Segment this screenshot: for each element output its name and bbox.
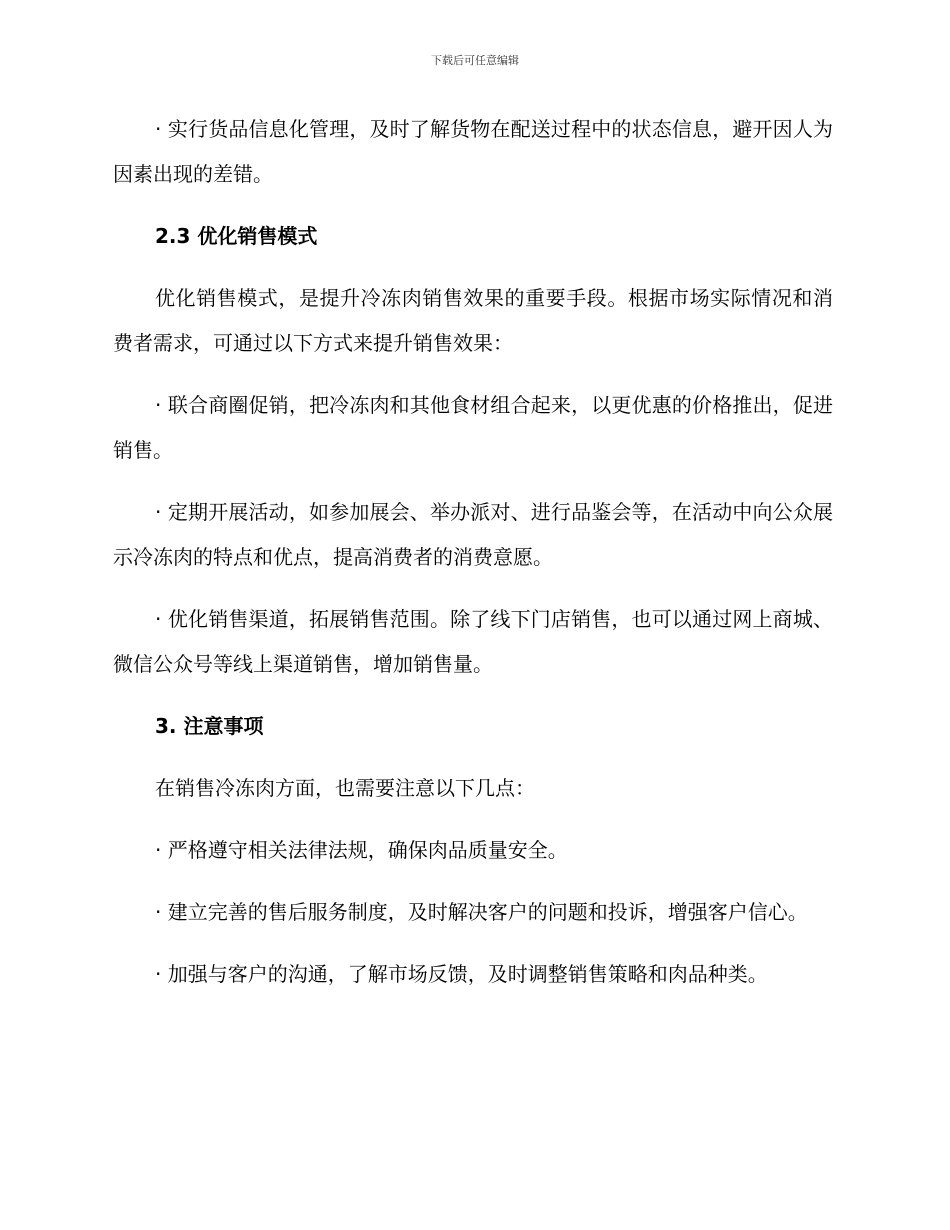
bullet-paragraph-sales-channels: · 优化销售渠道，拓展销售范围。除了线下门店销售，也可以通过网上商城、微信公众号等线上渠道销售，增加销售量。 xyxy=(113,607,833,676)
section-heading-optimize-sales: 2.3 优化销售模式 xyxy=(155,224,318,248)
bullet-paragraph-regular-events: · 定期开展活动，如参加展会、举办派对、进行品鉴会等，在活动中向公众展示冷冻肉的特点和优点，提高消费者的消费意愿。 xyxy=(113,500,833,569)
section-heading-notes: 3. 注意事项 xyxy=(155,714,264,738)
bullet-paragraph-compliance: · 严格遵守相关法律法规，确保肉品质量安全。 xyxy=(155,838,568,862)
bullet-paragraph-after-sales: · 建立完善的售后服务制度，及时解决客户的问题和投诉，增强客户信心。 xyxy=(155,900,808,924)
bullet-paragraph-info-management: · 实行货品信息化管理，及时了解货物在配送过程中的状态信息，避开因人为因素出现的差错。 xyxy=(113,117,833,186)
bullet-paragraph-joint-promotion: · 联合商圈促销，把冷冻肉和其他食材组合起来，以更优惠的价格推出，促进销售。 xyxy=(113,393,833,462)
intro-paragraph-notes: 在销售冷冻肉方面，也需要注意以下几点： xyxy=(155,776,535,800)
document-body xyxy=(113,107,833,1014)
intro-paragraph-sales-mode: 优化销售模式，是提升冷冻肉销售效果的重要手段。根据市场实际情况和消费者需求，可通过以下方式来提升销售效果： xyxy=(113,286,833,355)
bullet-paragraph-communication: · 加强与客户的沟通，了解市场反馈，及时调整销售策略和肉品种类。 xyxy=(155,962,768,986)
page-header: 下载后可任意编辑 xyxy=(431,54,519,67)
